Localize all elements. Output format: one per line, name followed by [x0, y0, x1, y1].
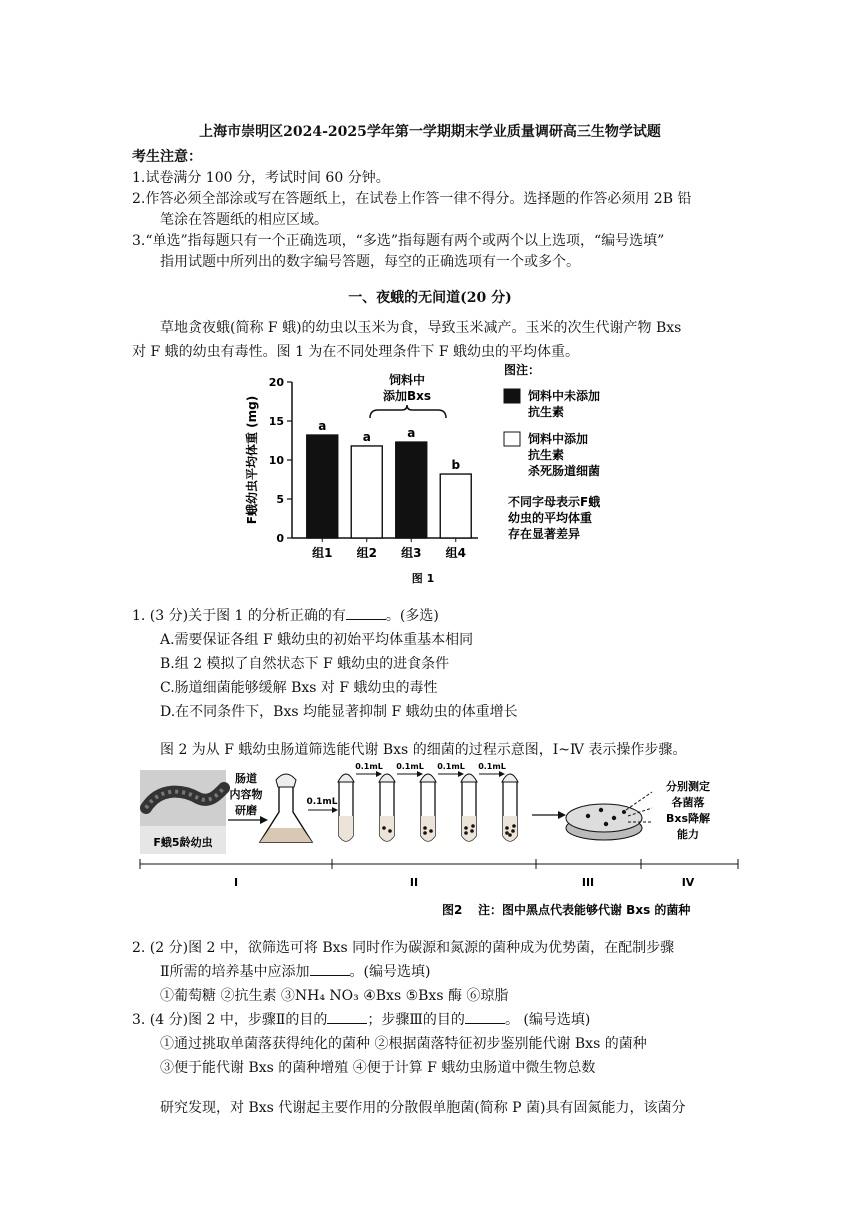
x-tick-label: 组1	[312, 546, 333, 560]
x-tick-label: 组4	[445, 546, 466, 560]
grind-label-3: 研磨	[235, 804, 257, 817]
bar-1	[307, 435, 338, 538]
bacteria-dot	[508, 833, 512, 837]
figure-2	[136, 760, 742, 922]
figure-1-caption: 图 1	[411, 572, 435, 585]
legend-open-2: 抗生素	[528, 448, 565, 462]
notice-heading: 考生注意：	[132, 149, 202, 165]
colony	[622, 810, 626, 814]
tube-plug	[338, 774, 354, 782]
volume-label: 0.1mL	[437, 762, 465, 771]
step-label-3: III	[581, 876, 595, 889]
q1-option-b: B.组 2 模拟了自然状态下 F 蛾幼虫的进食条件	[160, 656, 450, 672]
volume-label: 0.1mL	[478, 762, 506, 771]
legend-filled-1: 饲料中未添加	[528, 389, 601, 403]
q2-line-2	[160, 961, 430, 981]
colony	[612, 816, 616, 820]
x-tick-label: 组2	[356, 546, 377, 560]
dilution-tubes	[338, 762, 518, 841]
result-label-4: 能力	[677, 828, 699, 841]
q3-options-2: ③便于能代谢 Bxs 的菌种增殖 ④便于计算 F 蛾幼虫肠道中微生物总数	[160, 1060, 596, 1076]
arrow-icon	[417, 771, 423, 777]
q3-stem	[132, 1009, 590, 1029]
bacteria-dot	[464, 831, 468, 835]
notice-item-2-cont: 笔涂在答题纸的相应区域。	[160, 212, 328, 228]
bar-2	[351, 446, 382, 538]
q3-answer-blank-1[interactable]	[327, 1023, 367, 1024]
tube-plug	[420, 774, 436, 782]
q3-mid: ；步骤Ⅲ的目的	[367, 1012, 465, 1028]
bacteria-dot	[511, 829, 515, 833]
legend-swatch-filled	[504, 389, 520, 403]
y-tick-label: 15	[268, 415, 284, 428]
q3-prefix: 3. (4 分)图 2 中，步骤Ⅱ的目的	[132, 1012, 328, 1028]
bar-chart	[244, 376, 478, 560]
q2-answer-blank[interactable]	[310, 975, 350, 976]
step-label-1: I	[233, 876, 239, 889]
grind-label-2: 内容物	[229, 788, 263, 801]
cotton-plug	[276, 774, 296, 787]
figure-2-caption: 图2	[442, 903, 463, 917]
closing-paragraph: 研究发现，对 Bxs 代谢起主要作用的分散假单胞菌(简称 P 菌)具有固氮能力，该菌分	[160, 1100, 686, 1116]
tube-liquid	[339, 816, 353, 841]
bacteria-dot	[505, 826, 509, 830]
arrow-icon	[260, 816, 268, 824]
step-label-2: II	[409, 876, 419, 889]
paper-title: 上海市崇明区2024-2025学年第一学期期末学业质量调研高三生物学试题	[199, 124, 661, 140]
bacteria-dot	[423, 831, 427, 835]
step-label-4: IV	[681, 876, 695, 889]
notice-item-3-cont: 指用试题中所列出的数字编号答题，每空的正确选项有一个或多个。	[160, 254, 580, 270]
tube-plug	[461, 774, 477, 782]
arrow-icon	[499, 771, 505, 777]
q1-stem-text: 1. (3 分)关于图 1 的分析正确的有	[132, 608, 346, 624]
x-tick-label: 组3	[401, 546, 422, 560]
y-tick-label: 0	[276, 532, 284, 545]
colony	[599, 808, 603, 812]
bar-letter-label: a	[407, 426, 416, 441]
result-label-2: 各菌落	[671, 796, 705, 809]
tube-liquid	[462, 816, 476, 841]
volume-label: 0.1mL	[355, 762, 383, 771]
result-label-3: Bxs降解	[665, 812, 711, 825]
y-tick-label: 5	[276, 493, 284, 506]
bar-letter-label: a	[362, 429, 371, 444]
note-line-1: 不同字母表示F蛾	[508, 495, 601, 509]
bar-3	[396, 442, 427, 538]
bar-letter-label: b	[451, 458, 461, 473]
intro-line-1: 草地贪夜蛾(简称 F 蛾)的幼虫以玉米为食，导致玉米减产。玉米的次生代谢产物 Bxs	[160, 320, 682, 336]
q1-stem	[132, 605, 439, 625]
note-line-2: 幼虫的平均体重	[508, 511, 593, 525]
notice-item-1: 1.试卷满分 100 分，考试时间 60 分钟。	[132, 170, 390, 186]
bacteria-dot	[470, 829, 474, 833]
tube-plug	[502, 774, 518, 782]
bracket-label-1: 饲料中	[388, 373, 426, 387]
bacteria-dot	[423, 826, 427, 830]
larva-label: F蛾5龄幼虫	[153, 836, 213, 849]
q2-line-1: 2. (2 分)图 2 中，欲筛选可将 Bxs 同时作为碳源和氮源的菌种成为优势菌，在配制步骤	[132, 940, 675, 956]
bacteria-dot	[429, 829, 433, 833]
tube-liquid	[421, 816, 435, 841]
note-line-3: 存在显著差异	[508, 527, 581, 541]
q1-answer-blank[interactable]	[346, 619, 386, 620]
volume-label-0: 0.1mL	[306, 797, 338, 807]
bacteria-dot	[505, 831, 509, 835]
figure-1	[232, 360, 632, 590]
bacteria-dot	[388, 829, 392, 833]
q2-line-2-suffix: 。(编号选填)	[349, 964, 431, 980]
q1-option-d: D.在不同条件下，Bxs 均能显著抑制 F 蛾幼虫的体重增长	[160, 704, 518, 720]
arrow-icon	[376, 771, 382, 777]
grind-label-1: 肠道	[235, 772, 257, 785]
section-title: 一、夜蛾的无间道(20 分)	[348, 290, 512, 306]
tube-plug	[379, 774, 395, 782]
result-label-1: 分别测定	[666, 780, 710, 793]
q1-suffix: 。(多选)	[385, 608, 439, 624]
bacteria-dot	[382, 826, 386, 830]
y-axis-label: F蛾幼虫平均体重 (mg)	[245, 395, 259, 525]
colony	[586, 814, 590, 818]
petri-dish	[566, 804, 642, 832]
notice-item-3: 3.“单选”指每题只有一个正确选项，“多选”指每题有两个或两个以上选项，“编号选填”	[132, 233, 665, 249]
fig2-intro: 图 2 为从 F 蛾幼虫肠道筛选能代谢 Bxs 的细菌的过程示意图，Ⅰ~Ⅳ 表示操作步骤。	[160, 742, 687, 758]
legend-title: 图注：	[504, 363, 541, 377]
q2-line-2-prefix: Ⅱ所需的培养基中应添加	[160, 964, 310, 980]
q3-answer-blank-2[interactable]	[465, 1023, 505, 1024]
figure-2-note: 注：图中黑点代表能够代谢 Bxs 的菌种	[478, 903, 691, 917]
y-tick-label: 10	[268, 454, 284, 467]
arrow-icon	[458, 771, 464, 777]
tube-liquid	[380, 816, 394, 841]
bracket	[370, 405, 446, 418]
bar-letter-label: a	[318, 419, 327, 434]
legend-open-1: 饲料中添加	[528, 432, 589, 446]
bracket-label-2: 添加Bxs	[382, 389, 432, 403]
volume-label: 0.1mL	[396, 762, 424, 771]
y-tick-label: 20	[268, 376, 284, 389]
intro-line-2: 对 F 蛾的幼虫有毒性。图 1 为在不同处理条件下 F 蛾幼虫的平均体重。	[132, 344, 580, 360]
bacteria-dot	[471, 824, 475, 828]
q1-option-a: A.需要保证各组 F 蛾幼虫的初始平均体重基本相同	[160, 632, 474, 648]
bar-4	[440, 474, 471, 538]
legend-filled-2: 抗生素	[528, 405, 565, 419]
q3-options-1: ①通过挑取单菌落获得纯化的菌种 ②根据菌落特征初步鉴别能代谢 Bxs 的菌种	[160, 1036, 647, 1052]
legend-swatch-open	[504, 432, 520, 446]
tube-liquid	[503, 816, 517, 841]
colony	[604, 822, 608, 826]
q2-options: ①葡萄糖 ②抗生素 ③NH₄ NO₃ ④Bxs ⑤Bxs 酶 ⑥琼脂	[160, 988, 509, 1004]
q3-suffix: 。 (编号选填)	[504, 1012, 591, 1028]
notice-item-2: 2.作答必须全部涂或写在答题纸上，在试卷上作答一律不得分。选择题的作答必须用 2B 铅	[132, 191, 692, 207]
legend-open-3: 杀死肠道细菌	[528, 464, 601, 478]
bacteria-dot	[464, 826, 468, 830]
bacteria-dot	[512, 824, 516, 828]
q1-option-c: C.肠道细菌能够缓解 Bxs 对 F 蛾幼虫的毒性	[160, 680, 438, 696]
